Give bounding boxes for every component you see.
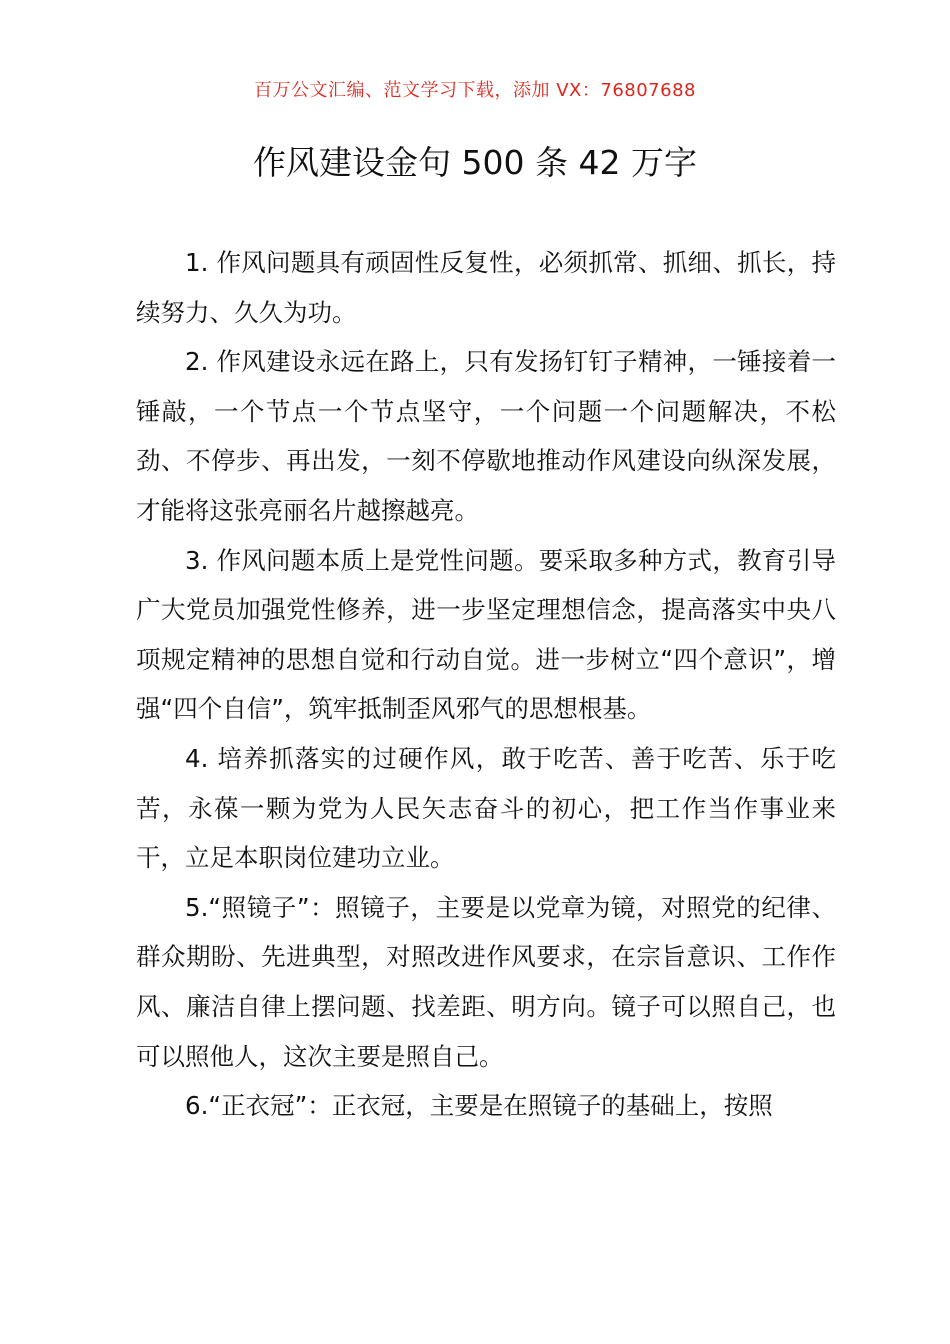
promo-banner: 百万公文汇编、范文学习下载，添加 VX：76807688 — [254, 80, 696, 101]
document-body — [136, 238, 836, 1131]
paragraph-5: 5.“照镜子”：照镜子，主要是以党章为镜，对照党的纪律、群众期盼、先进典型，对照改进作风要求，在宗旨意识、工作作风、廉洁自律上摆问题、找差距、明方向。镜子可以照自己，也可以照他人，这次主要是照自己。 — [136, 892, 836, 1071]
paragraph-2: 2. 作风建设永远在路上，只有发扬钉钉子精神，一锤接着一锤敲，一个节点一个节点坚守，一个问题一个问题解决，不松劲、不停步、再出发，一刻不停歇地推动作风建设向纵深发展，才能将这张亮丽名片越擦越亮。 — [136, 347, 836, 525]
paragraph-3: 3. 作风问题本质上是党性问题。要采取多种方式，教育引导广大党员加强党性修养，进一步坚定理想信念，提高落实中央八项规定精神的思想自觉和行动自觉。进一步树立“四个意识”，增强“四个自信”，筑牢抵制歪风邪气的思想根基。 — [136, 545, 836, 724]
paragraph-1: 1. 作风问题具有顽固性反复性，必须抓常、抓细、抓长，持续努力、久久为功。 — [136, 248, 836, 327]
paragraph-4: 4. 培养抓落实的过硬作风，敢于吃苦、善于吃苦、乐于吃苦，永葆一颗为党为人民矢志奋斗的初心，把工作当作事业来干，立足本职岗位建功立业。 — [136, 743, 836, 873]
paragraph-6: 6.“正衣冠”：正衣冠，主要是在照镜子的基础上，按照 — [185, 1091, 773, 1121]
document-title: 作风建设金句 500 条 42 万字 — [253, 143, 697, 182]
